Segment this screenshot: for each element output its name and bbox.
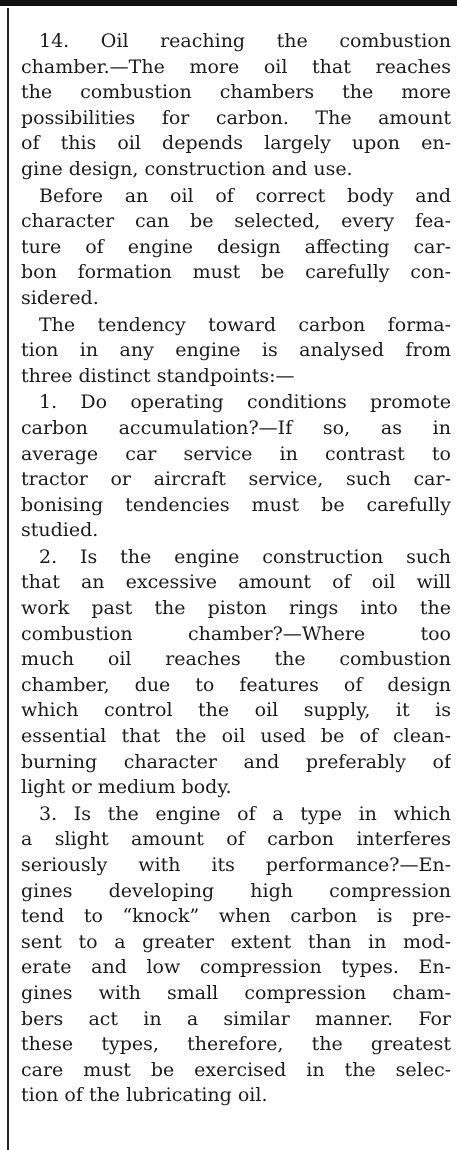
article-column bbox=[21, 29, 451, 1110]
text-line: chamber.—The more oil that reaches bbox=[21, 55, 451, 78]
text-line: sent to a greater extent than in mod- bbox=[21, 930, 451, 953]
text-line: character can be selected, every fea- bbox=[21, 210, 451, 233]
top-rule bbox=[0, 0, 457, 6]
text-line: much oil reaches the combustion bbox=[21, 648, 451, 671]
text-line: which control the oil supply, it is bbox=[21, 699, 451, 722]
paragraph bbox=[21, 390, 451, 544]
text-line: burning character and preferably of bbox=[21, 750, 451, 773]
text-line: combustion chamber?—Where too bbox=[21, 622, 451, 645]
text-line: tractor or aircraft service, such car- bbox=[21, 468, 451, 491]
text-line: gine design, construction and use. bbox=[21, 157, 353, 180]
paragraph bbox=[21, 802, 451, 1109]
text-line: erate and low compression types. En- bbox=[21, 956, 451, 979]
text-line: these types, therefore, the greatest bbox=[21, 1033, 451, 1056]
text-line: bers act in a similar manner. For bbox=[21, 1007, 451, 1030]
text-line: The tendency toward carbon forma- bbox=[39, 313, 451, 336]
text-line: tion of the lubricating oil. bbox=[21, 1084, 268, 1107]
text-line: tion in any engine is analysed from bbox=[21, 339, 451, 362]
text-line: 14. Oil reaching the combustion bbox=[39, 30, 451, 52]
text-line: a slight amount of carbon interferes bbox=[21, 828, 451, 851]
paragraph bbox=[21, 545, 451, 801]
text-line: that an excessive amount of oil will bbox=[21, 571, 451, 594]
text-line: work past the piston rings into the bbox=[21, 597, 451, 620]
text-line: tend to “knock” when carbon is pre- bbox=[21, 905, 451, 928]
text-line: possibilities for carbon. The amount bbox=[21, 106, 451, 129]
text-line: 2. Is the engine construction such bbox=[39, 545, 451, 568]
text-line: 1. Do operating conditions promote bbox=[39, 391, 451, 414]
text-line: ture of engine design affecting car- bbox=[21, 235, 451, 258]
text-line: studied. bbox=[21, 519, 99, 542]
text-line: Before an oil of correct body and bbox=[39, 184, 451, 207]
text-line: seriously with its performance?—En- bbox=[21, 854, 451, 876]
text-line: care must be exercised in the selec- bbox=[21, 1058, 451, 1081]
text-line: the combustion chambers the more bbox=[21, 81, 451, 104]
text-line: average car service in contrast to bbox=[21, 442, 451, 465]
text-line: sidered. bbox=[21, 286, 99, 309]
text-line: of this oil depends largely upon en- bbox=[21, 132, 451, 155]
text-line: bonising tendencies must be carefully bbox=[21, 493, 451, 516]
text-line: 3. Is the engine of a type in which bbox=[39, 802, 451, 825]
column-left-rule bbox=[7, 8, 9, 1150]
text-line: three distinct standpoints:— bbox=[21, 364, 295, 387]
text-line: bon formation must be carefully con- bbox=[21, 261, 451, 284]
text-line: gines with small compression cham- bbox=[21, 981, 451, 1004]
text-line: light or medium body. bbox=[21, 776, 232, 799]
text-line: chamber, due to features of design bbox=[21, 673, 451, 696]
paragraph bbox=[21, 29, 451, 183]
text-line: gines developing high compression bbox=[21, 879, 451, 902]
paragraph bbox=[21, 313, 451, 390]
text-line: essential that the oil used be of clean- bbox=[21, 725, 451, 748]
paragraph bbox=[21, 184, 451, 312]
text-line: carbon accumulation?—If so, as in bbox=[21, 416, 451, 439]
